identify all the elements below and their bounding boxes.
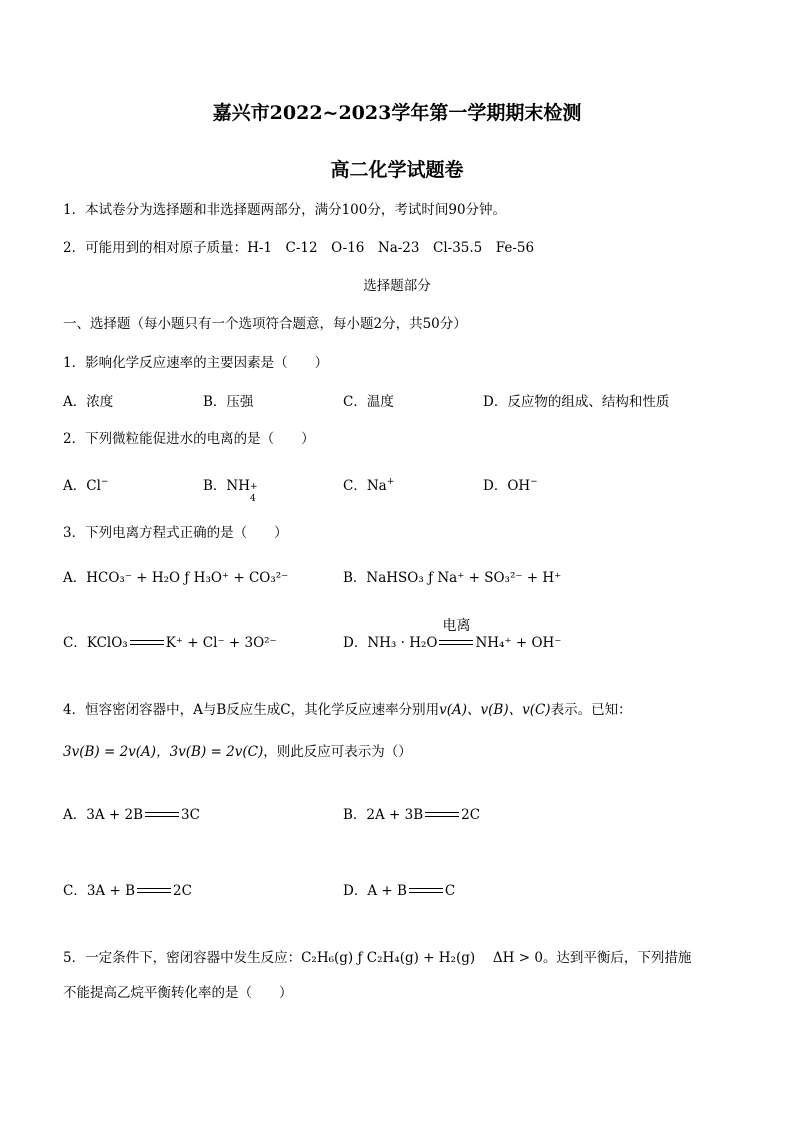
q1-option-d: D．反应物的组成、结构和性质 [483, 394, 670, 410]
equals-sign [409, 888, 443, 893]
exam-subtitle: 高二化学试题卷 [330, 159, 464, 181]
q4-option-b: B．2A + 3B 2C [343, 807, 481, 823]
q4-condition: 3v(B) = 2v(A)，3v(B) = 2v(C)，则此反应可表示为（） [63, 744, 412, 760]
q4-option-c: C．3A + B 2C [63, 883, 192, 899]
note-1: 1．本试卷分为选择题和非选择题两部分，满分100分，考试时间90分钟。 [63, 202, 507, 218]
q3-option-b: B．NaHSO₃ ƒ Na⁺ + SO₃²⁻ + H⁺ [343, 570, 562, 586]
q2-option-c: C．Na+ [343, 477, 395, 494]
q3-option-c: C．KClO₃ K⁺ + Cl⁻ + 3O²⁻ [63, 635, 277, 651]
q4-stem: 4．恒容密闭容器中，A与B反应生成C，其化学反应速率分别用v(A)、v(B)、v(C)表示。已知： [63, 702, 632, 718]
q1-option-a: A．浓度 [63, 394, 114, 410]
equals-sign [130, 640, 164, 645]
exam-title: 嘉兴市2022~2023学年第一学期期末检测 [212, 102, 582, 124]
q1-option-c: C．温度 [343, 394, 394, 410]
q1-stem: 1．影响化学反应速率的主要因素是（ ） [63, 355, 329, 371]
q3-option-d: D．NH₃ · H₂O 电离 NH₄⁺ + OH⁻ [343, 618, 562, 651]
ionization-label: 电离 [442, 618, 471, 634]
q4-option-a: A．3A + 2B 3C [63, 807, 200, 823]
part-heading: 一、选择题（每小题只有一个选项符合题意，每小题2分，共50分） [63, 316, 467, 332]
q2-option-d: D．OH− [483, 477, 538, 494]
equals-sign [439, 640, 473, 645]
q5-stem: 5．一定条件下，密闭容器中发生反应：C₂H₆(g) ƒ C₂H₄(g) + H₂(g) ΔH > 0。达到平衡后，下列措施 [63, 950, 692, 966]
section-heading: 选择题部分 [363, 278, 431, 294]
q2-option-b: B．NH + 4 [203, 478, 258, 504]
q3-stem: 3．下列电离方程式正确的是（ ） [63, 525, 288, 541]
equals-sign [425, 812, 459, 817]
q5-stem-line2: 不能提高乙烷平衡转化率的是（ ） [63, 985, 293, 1001]
note-2: 2．可能用到的相对原子质量：H-1 C-12 O-16 Na-23 Cl-35.5 Fe-56 [63, 240, 535, 256]
q2-stem: 2．下列微粒能促进水的电离的是（ ） [63, 431, 315, 447]
equals-sign [145, 812, 179, 817]
q2-option-a: A．Cl− [63, 477, 109, 494]
q1-option-b: B．压强 [203, 394, 254, 410]
q4-option-d: D．A + B C [343, 883, 456, 899]
q3-option-a: A．HCO₃⁻ + H₂O ƒ H₃O⁺ + CO₃²⁻ [63, 570, 289, 586]
equals-sign [137, 888, 171, 893]
